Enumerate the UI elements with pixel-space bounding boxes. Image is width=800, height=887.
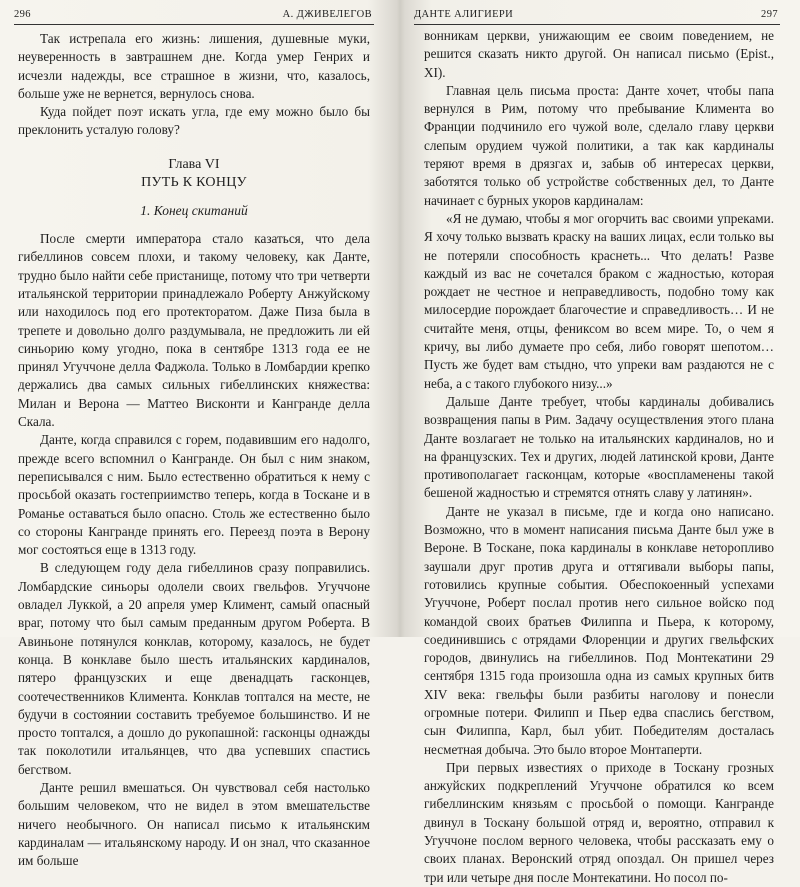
paragraph: Дальше Данте требует, чтобы кардиналы добивались возвращения папы в Рим. Задачу осуществления этого плана Данте возлагает не только на итальянских кардиналов, но и на французских. Тех и других, людей латинской крови, Данте противополагает гасконцам, которые «воспламенены такой бешеной жадностью и стремятся отнять славу у латинян». <box>424 393 774 501</box>
paragraph: Данте, когда справился с горем, подавившим его надолго, прежде всего вспомнил о Кангранде. Он был с ним знаком, переписывался с ним. Было естественно обратиться к нему с просьбой оказать гостеприимство теперь, когда в Тоскане и в Романье оставаться было опасно. Столь же естественно было со стороны Кангранде принять его. Переезд поэта в Верону мог состояться еще в 1313 году. <box>18 432 370 558</box>
page-number: 296 <box>14 9 31 20</box>
page-body <box>18 30 370 870</box>
page-number: 297 <box>761 9 778 20</box>
paragraph: Куда пойдет поэт искать угла, где ему можно было бы преклонить усталую голову? <box>18 104 370 138</box>
paragraph: После смерти императора стало казаться, что дела гибеллинов совсем плохи, и такому человеку, как Данте, трудно было найти себе пристанище, потому что три четверти итальянской территории принадлежало Роберту Анжуйскому или находилось под его протекторатом. Даже Пиза была в трепете и довольно долго раздумывала, не предложить ли ей синьорию кому угодно, пока в сентябре 1313 года ее не принял Угуччоне делла Фаджола. Только в Ломбардии крепко держались два самых сильных гибеллинских княжества: Милан и Верона — Маттео Висконти и Кангранде делла Скала. <box>18 231 370 430</box>
left-page <box>0 0 400 869</box>
running-title: ДАНТЕ АЛИГИЕРИ <box>414 9 514 20</box>
paragraph: Данте решил вмешаться. Он чувствовал себя настолько большим человеком, что не видел в этом вмешательстве ничего необычного. Он написал письмо к итальянским кардиналам — итальянскому народу. И он знал, что сказанное им больше <box>18 779 370 869</box>
page-header <box>414 6 780 25</box>
chapter-heading <box>18 156 370 192</box>
chapter-number: Глава VI <box>168 156 220 172</box>
right-page <box>400 0 800 885</box>
running-title: А. ДЖИВЕЛЕГОВ <box>282 9 372 20</box>
section-title: 1. Конец скитаний <box>140 202 248 218</box>
paragraph: Так истрепала его жизнь: лишения, душевные муки, неуверенность в завтрашнем дне. Когда умер Генрих и исчезли надежды, все страшное в жизни, что, казалось, больше уже не вернется, вернулось снова. <box>18 31 370 101</box>
paragraph: вонникам церкви, унижающим ее своим поведением, не решится сказать никто другой. Он написал письмо (Epist., XI). <box>424 28 774 80</box>
chapter-title: ПУТЬ К КОНЦУ <box>141 174 247 190</box>
paragraph: При первых известиях о приходе в Тоскану грозных анжуйских подкреплений Угуччоне обратился ко всем гибеллинским князьям с просьбой о помощи. Кангранде двинул в Тоскану большой отряд и, вероятно, отправил к Угуччоне послом верного человека, чтобы рассказать ему о своих планах. Веронский отряд опоздал. Он пришел через три или четыре дня после Монтекатини. Но посол по- <box>424 759 774 885</box>
page-body <box>424 27 774 887</box>
quote-paragraph: «Я не думаю, чтобы я мог огорчить вас своими упреками. Я хочу только вызвать краску на ваших лицах, если только вы не потеряли способность краснеть... Что делать! Разве каждый из вас не сочетался браком с жадностью, которая рождает не честное и неправедливость, подобно тому как милосердие порождает благочестие и справедливость… И не считайте меня, отцы, фениксом во всем мире. То, о чем я кричу, вы либо думаете про себя, либо говорят шепотом… Пусть же будет вам стыдно, что упреки вам раздаются не с неба, а с такого глубокого низу...» <box>424 210 774 391</box>
paragraph: Данте не указал в письме, где и когда оно написано. Возможно, что в момент написания письма Данте был уже в Вероне. В Тоскане, пока кардиналы в конклаве неторопливо заушали друг против друга и оттягивали выборы папы, готовились крупные события. Обеспокоенный успехами Угуччоне, Роберт послал против него сильное войско под командой своих братьев Филиппа и Пьера, к которому, соединившись с отрядами Флоренции и других гвельфских городов, двинулись на гибеллинов. Под Монтекатини 29 сентября 1315 года произошла одна из самых крупных битв XIV века: гвельфы были разбиты наголову и понесли огромные потери. Филипп и Пьер едва спаслись бегством, сын Филиппа, Карл, был убит. Победителям досталась несметная добыча. Это было второе Монтаперти. <box>424 503 774 757</box>
paragraph: Главная цель письма проста: Данте хочет, чтобы папа вернулся в Рим, потому что пребывание Климента во Франции подчинило его чужой воле, сделало главу церкви слепым орудием чужой политики, а так как кардиналы теряют время в дрязгах и, забыв об интересах церкви, заботятся только об устройстве собственных дел, то Данте начинает с бурных укоров кардиналам: <box>424 82 774 208</box>
page-header <box>14 6 374 25</box>
paragraph: В следующем году дела гибеллинов сразу поправились. Ломбардские синьоры одолели своих гвельфов. Угуччоне овладел Луккой, а 20 апреля умер Климент, самый опасный враг, потому что был самым преданным другом Роберта. В Авиньоне потянулся конклав, которому, казалось, не будет конца. В конклаве было шесть итальянских кардиналов, пятеро французских и еще двенадцать гасконцев, соотечественников Климента. Конклав топтался на месте, не будучи в состоянии составить требуемое большинство. И не просто топтался, а дошло до рукопашной: гасконцы однажды так поколотили итальянцев, что два успевших спастись бегством. <box>18 560 370 777</box>
